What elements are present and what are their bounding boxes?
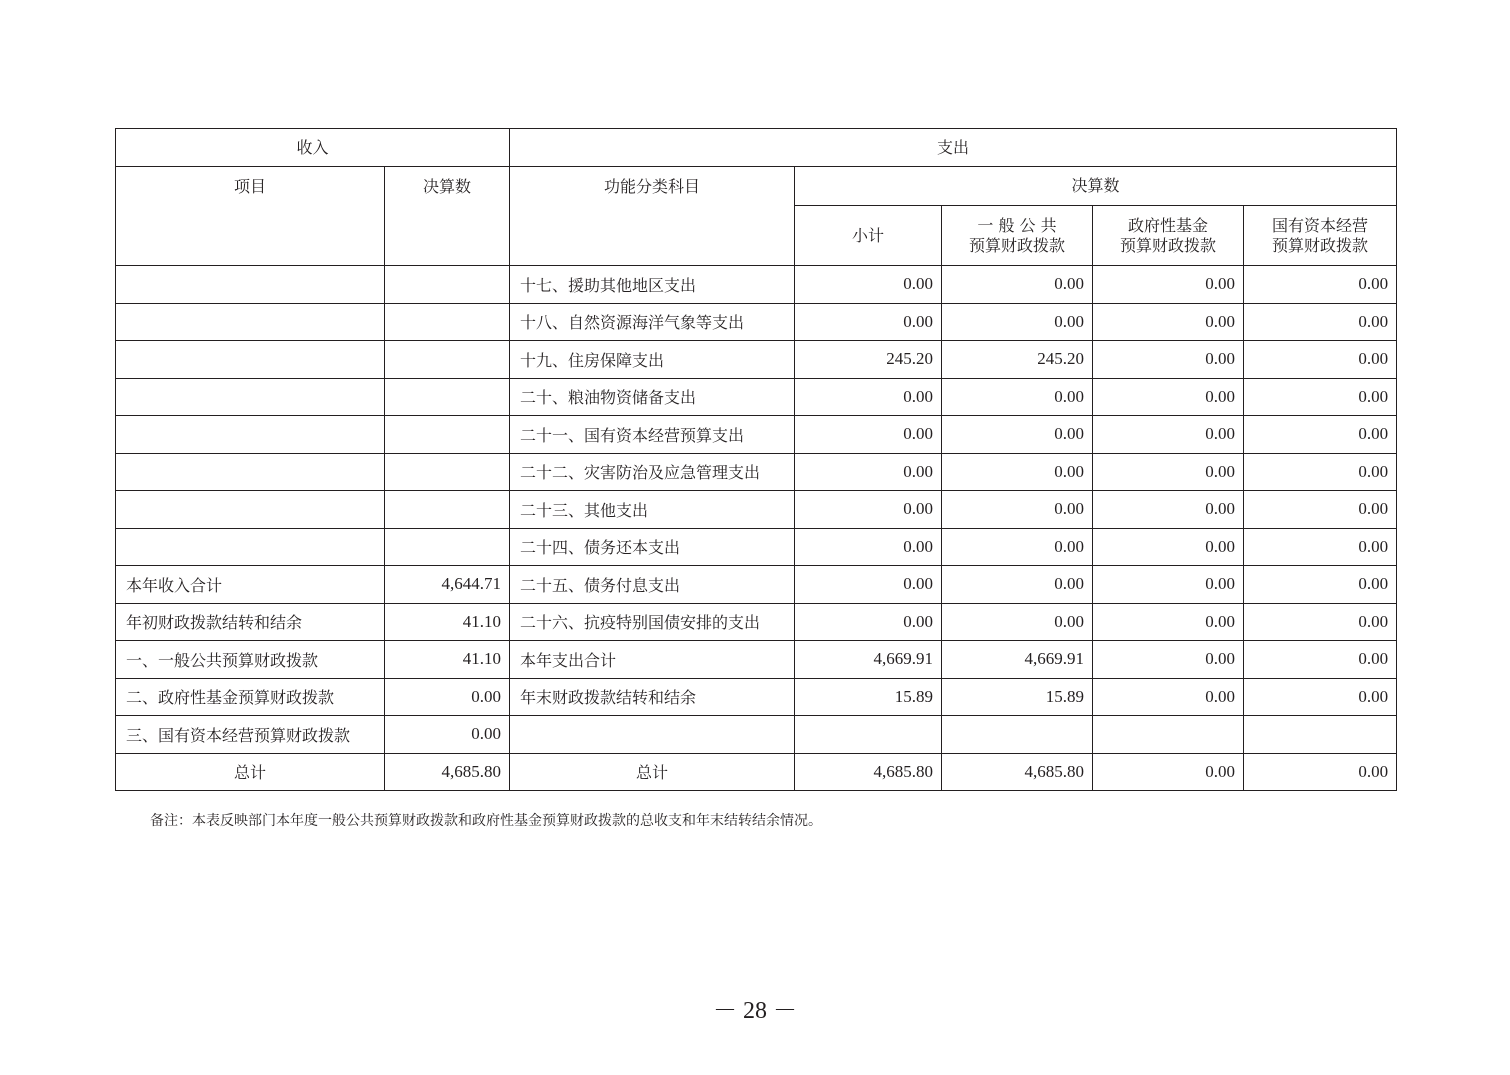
state-capital-cell: 0.00 xyxy=(1244,491,1397,529)
expense-header: 支出 xyxy=(510,129,1397,167)
general-budget-cell: 0.00 xyxy=(942,303,1093,341)
subtotal-cell: 0.00 xyxy=(795,528,942,566)
expense-category-cell: 十八、自然资源海洋气象等支出 xyxy=(510,303,795,341)
state-capital-header xyxy=(1244,206,1397,266)
general-budget-cell: 0.00 xyxy=(942,566,1093,604)
total-item: 总计 xyxy=(116,753,385,791)
state-capital-cell: 0.00 xyxy=(1244,678,1397,716)
income-amount-cell: 0.00 xyxy=(385,716,510,754)
fund-budget-cell: 0.00 xyxy=(1093,491,1244,529)
expense-category-cell: 二十、粮油物资储备支出 xyxy=(510,378,795,416)
income-item-cell xyxy=(116,303,385,341)
state-capital-header-line1: 国有资本经营 xyxy=(1272,215,1369,235)
table-row xyxy=(116,641,1397,679)
income-item-cell xyxy=(116,341,385,379)
finance-table xyxy=(115,128,1397,791)
total-subtotal: 4,685.80 xyxy=(795,753,942,791)
subtotal-cell: 0.00 xyxy=(795,566,942,604)
state-capital-cell: 0.00 xyxy=(1244,416,1397,454)
table-row xyxy=(116,566,1397,604)
income-amount-cell: 41.10 xyxy=(385,603,510,641)
subtotal-header: 小计 xyxy=(795,206,942,266)
general-budget-cell: 245.20 xyxy=(942,341,1093,379)
table-row xyxy=(116,453,1397,491)
settlement-group-header: 决算数 xyxy=(795,167,1397,206)
table-row xyxy=(116,303,1397,341)
state-capital-cell: 0.00 xyxy=(1244,566,1397,604)
expense-category-cell: 二十四、债务还本支出 xyxy=(510,528,795,566)
income-amount-cell: 0.00 xyxy=(385,678,510,716)
general-budget-cell xyxy=(942,716,1093,754)
table-row xyxy=(116,603,1397,641)
income-item-cell xyxy=(116,491,385,529)
income-header: 收入 xyxy=(116,129,510,167)
item-header: 项目 xyxy=(116,167,385,266)
general-budget-cell: 0.00 xyxy=(942,266,1093,304)
fund-budget-header-line1: 政府性基金 xyxy=(1128,215,1209,235)
income-item-cell: 一、一般公共预算财政拨款 xyxy=(116,641,385,679)
fund-budget-header xyxy=(1093,206,1244,266)
income-amount-cell: 4,644.71 xyxy=(385,566,510,604)
general-budget-cell: 0.00 xyxy=(942,528,1093,566)
expense-category-cell: 十七、援助其他地区支出 xyxy=(510,266,795,304)
settlement-header: 决算数 xyxy=(385,167,510,266)
general-budget-cell: 15.89 xyxy=(942,678,1093,716)
income-amount-cell xyxy=(385,341,510,379)
fund-budget-cell: 0.00 xyxy=(1093,266,1244,304)
state-capital-cell: 0.00 xyxy=(1244,341,1397,379)
fund-budget-cell: 0.00 xyxy=(1093,528,1244,566)
fund-budget-cell: 0.00 xyxy=(1093,303,1244,341)
subtotal-cell: 0.00 xyxy=(795,266,942,304)
income-item-cell xyxy=(116,378,385,416)
income-item-cell xyxy=(116,453,385,491)
fund-budget-cell: 0.00 xyxy=(1093,416,1244,454)
state-capital-cell: 0.00 xyxy=(1244,641,1397,679)
state-capital-cell: 0.00 xyxy=(1244,266,1397,304)
fund-budget-cell: 0.00 xyxy=(1093,341,1244,379)
table-row xyxy=(116,491,1397,529)
fund-budget-header-line2: 预算财政拨款 xyxy=(1120,235,1217,255)
income-item-cell xyxy=(116,266,385,304)
income-amount-cell: 41.10 xyxy=(385,641,510,679)
subtotal-cell: 4,669.91 xyxy=(795,641,942,679)
table-body xyxy=(116,266,1397,754)
income-amount-cell xyxy=(385,453,510,491)
table-row xyxy=(116,528,1397,566)
expense-category-cell: 二十二、灾害防治及应急管理支出 xyxy=(510,453,795,491)
state-capital-cell xyxy=(1244,716,1397,754)
general-budget-cell: 0.00 xyxy=(942,416,1093,454)
expense-category-cell: 二十五、债务付息支出 xyxy=(510,566,795,604)
subtotal-cell: 0.00 xyxy=(795,453,942,491)
general-budget-cell: 0.00 xyxy=(942,491,1093,529)
general-budget-header-line2: 预算财政拨款 xyxy=(969,235,1066,255)
state-capital-cell: 0.00 xyxy=(1244,453,1397,491)
state-capital-cell: 0.00 xyxy=(1244,303,1397,341)
income-item-cell xyxy=(116,528,385,566)
total-state: 0.00 xyxy=(1244,753,1397,791)
general-budget-header xyxy=(942,206,1093,266)
total-amount: 4,685.80 xyxy=(385,753,510,791)
fund-budget-cell: 0.00 xyxy=(1093,641,1244,679)
subtotal-cell: 15.89 xyxy=(795,678,942,716)
general-budget-cell: 0.00 xyxy=(942,378,1093,416)
state-capital-cell: 0.00 xyxy=(1244,528,1397,566)
total-row xyxy=(116,753,1397,791)
table-row xyxy=(116,266,1397,304)
general-budget-header-line1: 一 般 公 共 xyxy=(977,215,1057,235)
fund-budget-cell: 0.00 xyxy=(1093,566,1244,604)
subtotal-cell: 245.20 xyxy=(795,341,942,379)
income-item-cell: 二、政府性基金预算财政拨款 xyxy=(116,678,385,716)
fund-budget-cell: 0.00 xyxy=(1093,678,1244,716)
subtotal-cell: 0.00 xyxy=(795,378,942,416)
expense-category-cell: 二十六、抗疫特别国债安排的支出 xyxy=(510,603,795,641)
state-capital-cell: 0.00 xyxy=(1244,378,1397,416)
expense-category-cell: 十九、住房保障支出 xyxy=(510,341,795,379)
general-budget-cell: 4,669.91 xyxy=(942,641,1093,679)
income-amount-cell xyxy=(385,528,510,566)
general-budget-cell: 0.00 xyxy=(942,453,1093,491)
expense-category-cell: 年末财政拨款结转和结余 xyxy=(510,678,795,716)
function-category-header: 功能分类科目 xyxy=(510,167,795,266)
income-amount-cell xyxy=(385,303,510,341)
fund-budget-cell: 0.00 xyxy=(1093,378,1244,416)
income-amount-cell xyxy=(385,416,510,454)
expense-category-cell: 二十一、国有资本经营预算支出 xyxy=(510,416,795,454)
fund-budget-cell: 0.00 xyxy=(1093,453,1244,491)
general-budget-cell: 0.00 xyxy=(942,603,1093,641)
expense-category-cell xyxy=(510,716,795,754)
income-amount-cell xyxy=(385,491,510,529)
income-amount-cell xyxy=(385,378,510,416)
expense-category-cell: 二十三、其他支出 xyxy=(510,491,795,529)
page-number: － 28 － xyxy=(713,998,797,1024)
fund-budget-cell: 0.00 xyxy=(1093,603,1244,641)
table-row xyxy=(116,416,1397,454)
total-fund: 0.00 xyxy=(1093,753,1244,791)
fund-budget-cell xyxy=(1093,716,1244,754)
total-category: 总计 xyxy=(510,753,795,791)
table-note: 备注：本表反映部门本年度一般公共预算财政拨款和政府性基金预算财政拨款的总收支和年末结转结余情况。 xyxy=(150,813,822,829)
table-footer xyxy=(116,753,1397,791)
subtotal-cell: 0.00 xyxy=(795,416,942,454)
income-item-cell: 本年收入合计 xyxy=(116,566,385,604)
table-row xyxy=(116,678,1397,716)
table-header xyxy=(116,129,1397,266)
total-general: 4,685.80 xyxy=(942,753,1093,791)
income-item-cell: 年初财政拨款结转和结余 xyxy=(116,603,385,641)
income-amount-cell xyxy=(385,266,510,304)
table-row xyxy=(116,378,1397,416)
table-row xyxy=(116,716,1397,754)
table-row xyxy=(116,341,1397,379)
income-item-cell xyxy=(116,416,385,454)
subtotal-cell: 0.00 xyxy=(795,303,942,341)
subtotal-cell: 0.00 xyxy=(795,491,942,529)
state-capital-header-line2: 预算财政拨款 xyxy=(1272,235,1369,255)
state-capital-cell: 0.00 xyxy=(1244,603,1397,641)
subtotal-cell: 0.00 xyxy=(795,603,942,641)
expense-category-cell: 本年支出合计 xyxy=(510,641,795,679)
subtotal-cell xyxy=(795,716,942,754)
income-item-cell: 三、国有资本经营预算财政拨款 xyxy=(116,716,385,754)
